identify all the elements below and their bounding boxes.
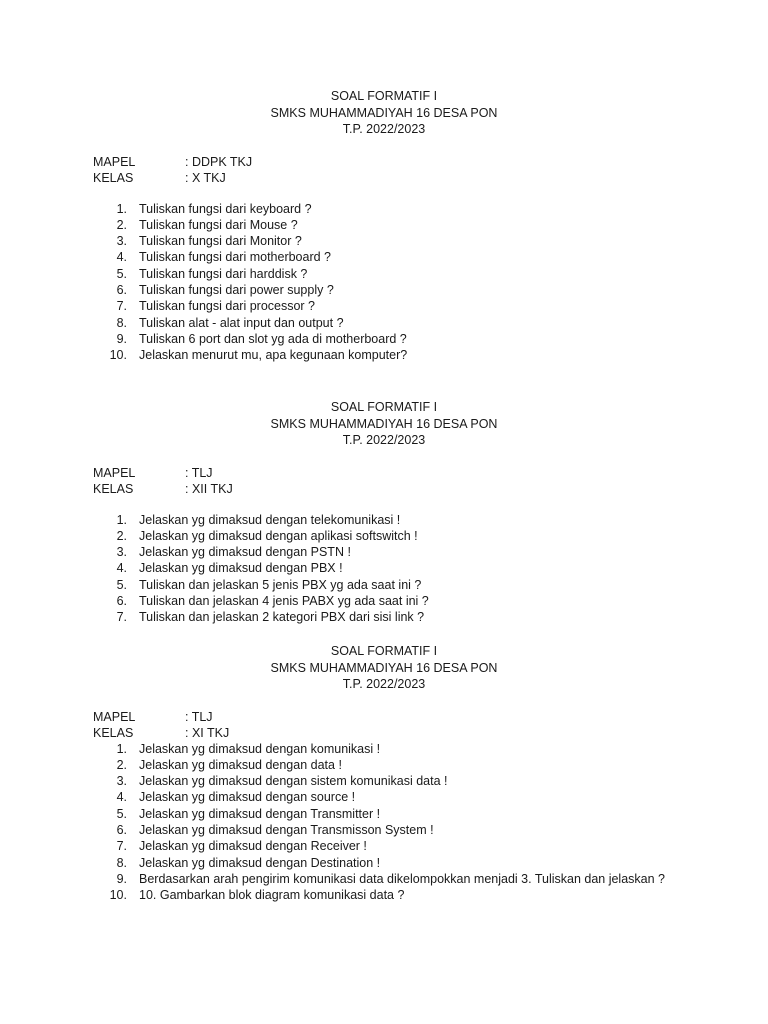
question-text: Jelaskan yg dimaksud dengan Transmitter !	[139, 806, 381, 821]
kelas-label: KELAS	[93, 481, 134, 496]
question-text: Tuliskan fungsi dari power supply ?	[139, 282, 334, 297]
question-item	[0, 201, 768, 217]
question-item	[0, 822, 768, 838]
question-number: 3.	[116, 234, 127, 249]
question-text: Tuliskan fungsi dari Mouse ?	[139, 217, 298, 232]
school-name: SMKS MUHAMMADIYAH 16 DESA PON	[270, 416, 498, 431]
question-number: 4.	[116, 250, 127, 265]
question-item	[0, 266, 768, 282]
mapel-row	[0, 465, 768, 481]
question-item	[0, 315, 768, 331]
question-number: 3.	[116, 774, 127, 789]
school-name: SMKS MUHAMMADIYAH 16 DESA PON	[270, 105, 498, 120]
question-list	[0, 512, 768, 626]
question-item	[0, 217, 768, 233]
question-number: 1.	[116, 512, 127, 527]
question-text: Berdasarkan arah pengirim komunikasi data dikelompokkan menjadi 3. Tuliskan dan jelaskan ?	[139, 871, 665, 886]
question-text: Jelaskan yg dimaksud dengan aplikasi softswitch !	[139, 528, 418, 543]
question-text: Tuliskan dan jelaskan 2 kategori PBX dari sisi link ?	[139, 610, 425, 625]
question-text: Tuliskan alat - alat input dan output ?	[139, 315, 344, 330]
question-text: Jelaskan yg dimaksud dengan data !	[139, 757, 342, 772]
question-number: 7.	[116, 299, 127, 314]
question-number: 5.	[116, 577, 127, 592]
question-list	[0, 741, 768, 904]
question-number: 8.	[116, 315, 127, 330]
mapel-label: MAPEL	[93, 465, 136, 480]
kelas-value: : X TKJ	[185, 170, 226, 185]
question-text: Tuliskan fungsi dari Monitor ?	[139, 234, 302, 249]
mapel-label: MAPEL	[93, 709, 136, 724]
mapel-label: MAPEL	[93, 154, 136, 169]
question-number: 2.	[116, 757, 127, 772]
question-item	[0, 593, 768, 609]
school-year: T.P. 2022/2023	[342, 433, 426, 447]
question-number: 9.	[116, 871, 127, 886]
question-item	[0, 609, 768, 625]
question-item	[0, 855, 768, 871]
question-number: 4.	[116, 561, 127, 576]
question-item	[0, 528, 768, 544]
question-item	[0, 560, 768, 576]
question-number: 6.	[116, 593, 127, 608]
question-item	[0, 331, 768, 347]
question-number: 4.	[116, 790, 127, 805]
question-number: 6.	[116, 822, 127, 837]
quiz-title: SOAL FORMATIF I	[330, 400, 438, 414]
question-item	[0, 512, 768, 528]
question-item	[0, 741, 768, 757]
mapel-value: : DDPK TKJ	[185, 154, 253, 169]
question-number: 2.	[116, 528, 127, 543]
kelas-label: KELAS	[93, 725, 134, 740]
kelas-row	[0, 170, 768, 186]
kelas-value: : XI TKJ	[185, 725, 230, 740]
question-text: Tuliskan dan jelaskan 4 jenis PABX yg ada saat ini ?	[139, 593, 429, 608]
quiz-section-2	[0, 399, 768, 626]
question-item	[0, 838, 768, 854]
question-item	[0, 806, 768, 822]
question-item	[0, 347, 768, 363]
question-number: 1.	[116, 741, 127, 756]
question-item	[0, 544, 768, 560]
school-year: T.P. 2022/2023	[342, 122, 426, 136]
question-text: Tuliskan 6 port dan slot yg ada di motherboard ?	[139, 331, 407, 346]
mapel-row	[0, 709, 768, 725]
question-number: 1.	[116, 201, 127, 216]
question-number: 10.	[109, 888, 127, 903]
mapel-value: : TLJ	[185, 709, 213, 724]
question-text: Jelaskan yg dimaksud dengan komunikasi !	[139, 741, 381, 756]
question-text: 10. Gambarkan blok diagram komunikasi data ?	[139, 888, 405, 903]
question-number: 7.	[116, 839, 127, 854]
mapel-row	[0, 154, 768, 170]
question-number: 5.	[116, 806, 127, 821]
quiz-title: SOAL FORMATIF I	[330, 89, 438, 103]
question-text: Tuliskan fungsi dari keyboard ?	[139, 201, 312, 216]
question-number: 8.	[116, 855, 127, 870]
kelas-value: : XII TKJ	[185, 481, 233, 496]
question-item	[0, 233, 768, 249]
question-number: 6.	[116, 282, 127, 297]
question-number: 2.	[116, 217, 127, 232]
question-item	[0, 577, 768, 593]
question-number: 3.	[116, 545, 127, 560]
question-item	[0, 887, 768, 903]
question-text: Jelaskan yg dimaksud dengan PBX !	[139, 561, 343, 576]
question-item	[0, 282, 768, 298]
quiz-section-1	[0, 88, 768, 363]
quiz-title: SOAL FORMATIF I	[330, 644, 438, 658]
question-item	[0, 789, 768, 805]
question-number: 5.	[116, 266, 127, 281]
question-number: 10.	[109, 348, 127, 363]
quiz-section-3	[0, 643, 768, 903]
question-text: Tuliskan fungsi dari motherboard ?	[139, 250, 331, 265]
question-item	[0, 249, 768, 265]
kelas-row	[0, 481, 768, 497]
question-number: 7.	[116, 610, 127, 625]
school-name: SMKS MUHAMMADIYAH 16 DESA PON	[270, 660, 498, 675]
question-text: Jelaskan yg dimaksud dengan Receiver !	[139, 839, 367, 854]
question-text: Jelaskan yg dimaksud dengan source !	[139, 790, 356, 805]
mapel-value: : TLJ	[185, 465, 213, 480]
school-year: T.P. 2022/2023	[342, 677, 426, 691]
question-item	[0, 871, 768, 887]
question-number: 9.	[116, 331, 127, 346]
question-text: Jelaskan yg dimaksud dengan Transmisson System !	[139, 822, 434, 837]
question-text: Tuliskan fungsi dari harddisk ?	[139, 266, 308, 281]
question-item	[0, 298, 768, 314]
question-text: Tuliskan fungsi dari processor ?	[139, 299, 316, 314]
question-text: Tuliskan dan jelaskan 5 jenis PBX yg ada saat ini ?	[139, 577, 422, 592]
kelas-label: KELAS	[93, 170, 134, 185]
question-item	[0, 773, 768, 789]
question-item	[0, 757, 768, 773]
question-text: Jelaskan yg dimaksud dengan Destination !	[139, 855, 381, 870]
question-text: Jelaskan yg dimaksud dengan telekomunikasi !	[139, 512, 401, 527]
question-text: Jelaskan yg dimaksud dengan PSTN !	[139, 545, 351, 560]
question-text: Jelaskan menurut mu, apa kegunaan komputer?	[139, 348, 408, 363]
question-list	[0, 201, 768, 364]
kelas-row	[0, 725, 768, 741]
question-text: Jelaskan yg dimaksud dengan sistem komunikasi data !	[139, 774, 448, 789]
